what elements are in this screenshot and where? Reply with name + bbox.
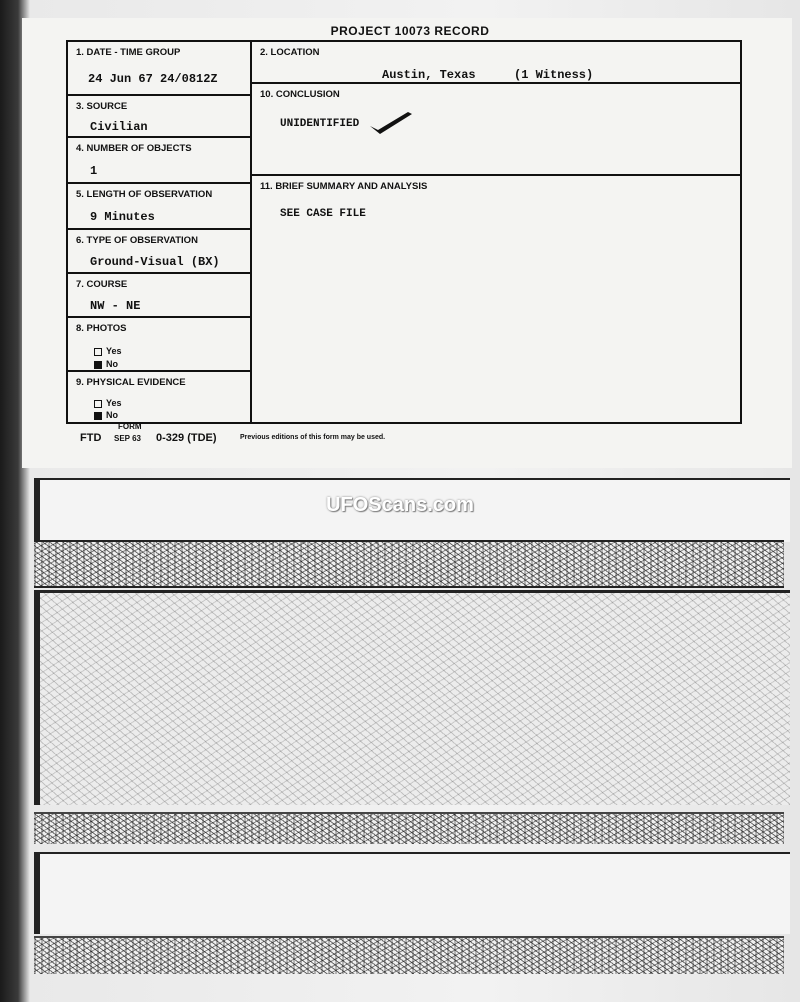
checkbox-icon: [94, 348, 102, 356]
blank-strip-2: [34, 852, 790, 934]
ftd-label: FTD: [80, 432, 102, 444]
course-label: 7. COURSE: [76, 279, 128, 290]
checkbox-checked-icon: [94, 412, 102, 420]
objects-cell: [68, 138, 250, 184]
checkbox-checked-icon: [94, 361, 102, 369]
photos-yes-option: Yes: [94, 346, 122, 356]
summary-label: 11. BRIEF SUMMARY AND ANALYSIS: [260, 181, 428, 192]
photos-cell: [68, 318, 250, 372]
physical-no-option: No: [94, 410, 118, 420]
location-cell: [252, 42, 740, 84]
physical-label: 9. PHYSICAL EVIDENCE: [76, 377, 186, 388]
conclusion-label: 10. CONCLUSION: [260, 89, 340, 100]
type-cell: [68, 230, 250, 274]
summary-cell: [252, 176, 740, 426]
witness-count: (1 Witness): [514, 68, 594, 82]
summary-value: SEE CASE FILE: [280, 208, 366, 220]
checkbox-icon: [94, 400, 102, 408]
course-value: NW - NE: [90, 299, 141, 313]
conclusion-cell: [252, 84, 740, 176]
type-label: 6. TYPE OF OBSERVATION: [76, 235, 198, 246]
length-value: 9 Minutes: [90, 210, 155, 224]
form-label: FORM: [118, 422, 142, 431]
objects-value: 1: [90, 164, 98, 178]
source-cell: [68, 96, 250, 138]
checkmark-icon: [368, 108, 414, 134]
noise-band-3: [34, 936, 784, 974]
form-note: Previous editions of this form may be used.: [240, 434, 386, 441]
physical-cell: [68, 372, 250, 422]
left-column: [68, 42, 252, 422]
form-footer: [80, 422, 386, 444]
noise-band-2: [34, 812, 784, 844]
source-label: 3. SOURCE: [76, 101, 128, 112]
length-cell: [68, 184, 250, 230]
type-value: Ground-Visual (BX): [90, 255, 220, 269]
form-date: SEP 63: [114, 434, 141, 443]
form-number: 0-329 (TDE): [156, 432, 217, 444]
noise-panel: [34, 590, 790, 805]
date-time-value: 24 Jun 67 24/0812Z: [88, 72, 218, 86]
right-column: [252, 42, 740, 422]
physical-yes-option: Yes: [94, 398, 122, 408]
page-title: PROJECT 10073 RECORD: [330, 24, 490, 38]
objects-label: 4. NUMBER OF OBJECTS: [76, 143, 192, 154]
date-time-cell: [68, 42, 250, 96]
length-label: 5. LENGTH OF OBSERVATION: [76, 189, 213, 200]
source-value: Civilian: [90, 120, 148, 134]
watermark-text: UFOScans.com: [326, 494, 474, 516]
photos-no-option: No: [94, 359, 118, 369]
conclusion-value: UNIDENTIFIED: [280, 118, 360, 130]
location-label: 2. LOCATION: [260, 47, 320, 58]
date-time-label: 1. DATE - TIME GROUP: [76, 47, 181, 58]
photos-label: 8. PHOTOS: [76, 323, 127, 334]
course-cell: [68, 274, 250, 318]
location-value: Austin, Texas: [382, 68, 476, 82]
record-form: [66, 40, 742, 424]
noise-band-1: [34, 540, 784, 588]
